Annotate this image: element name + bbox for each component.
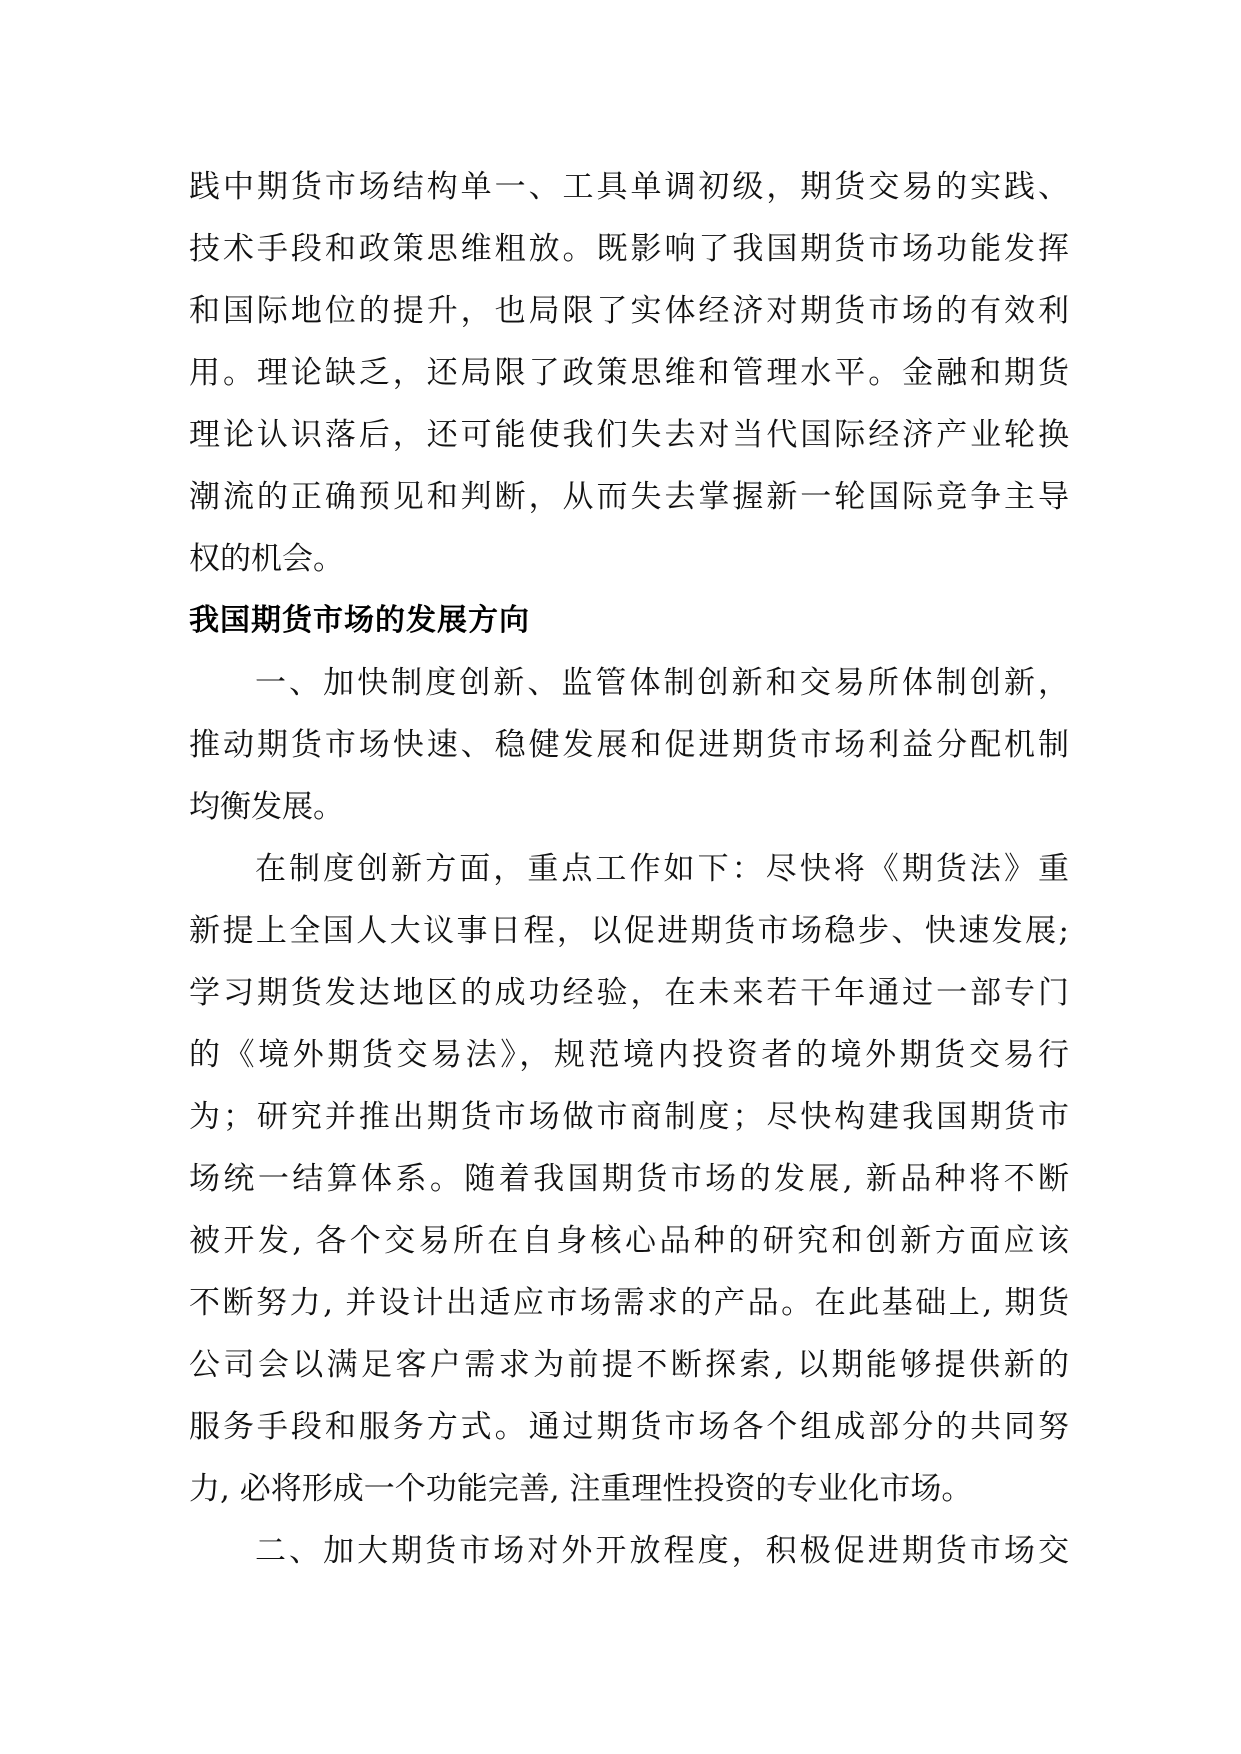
paragraph-line: 权的机会。	[189, 541, 344, 577]
paragraph-line: 推动期货市场快速、稳健发展和促进期货市场利益分配机制	[189, 727, 1069, 763]
paragraph-line: 践中期货市场结构单一、工具单调初级，期货交易的实践、	[189, 169, 1069, 205]
document-body	[189, 156, 1069, 1582]
paragraph-line: 二、加大期货市场对外开放程度，积极促进期货市场交	[255, 1533, 1069, 1569]
paragraph-line: 力, 必将形成一个功能完善, 注重理性投资的专业化市场。	[189, 1471, 973, 1507]
paragraph-line: 理论认识落后，还可能使我们失去对当代国际经济产业轮换	[189, 417, 1069, 453]
paragraph-line: 均衡发展。	[189, 789, 344, 825]
paragraph-3	[189, 838, 1069, 1520]
paragraph-line: 被开发, 各个交易所在自身核心品种的研究和创新方面应该	[189, 1223, 1069, 1259]
paragraph-2	[189, 652, 1069, 838]
paragraph-line: 在制度创新方面，重点工作如下：尽快将《期货法》重	[255, 851, 1069, 887]
paragraph-line: 的《境外期货交易法》，规范境内投资者的境外期货交易行	[189, 1037, 1069, 1073]
paragraph-line: 公司会以满足客户需求为前提不断探索, 以期能够提供新的	[189, 1347, 1069, 1383]
paragraph-1	[189, 156, 1069, 590]
paragraph-line: 技术手段和政策思维粗放。既影响了我国期货市场功能发挥	[189, 231, 1069, 267]
paragraph-line: 学习期货发达地区的成功经验，在未来若干年通过一部专门	[189, 975, 1069, 1011]
paragraph-line: 新提上全国人大议事日程，以促进期货市场稳步、快速发展;	[189, 913, 1069, 949]
paragraph-line: 服务手段和服务方式。通过期货市场各个组成部分的共同努	[189, 1409, 1069, 1445]
paragraph-line: 场统一结算体系。随着我国期货市场的发展, 新品种将不断	[189, 1161, 1069, 1197]
paragraph-line: 一、加快制度创新、监管体制创新和交易所体制创新，	[255, 665, 1069, 701]
paragraph-4	[189, 1520, 1069, 1582]
paragraph-line: 用。理论缺乏，还局限了政策思维和管理水平。金融和期货	[189, 355, 1069, 391]
paragraph-line: 不断努力, 并设计出适应市场需求的产品。在此基础上, 期货	[189, 1285, 1069, 1321]
paragraph-line: 潮流的正确预见和判断，从而失去掌握新一轮国际竞争主导	[189, 479, 1069, 515]
paragraph-line: 为；研究并推出期货市场做市商制度；尽快构建我国期货市	[189, 1099, 1069, 1135]
paragraph-line: 和国际地位的提升，也局限了实体经济对期货市场的有效利	[189, 293, 1069, 329]
section-heading: 我国期货市场的发展方向	[189, 603, 530, 638]
